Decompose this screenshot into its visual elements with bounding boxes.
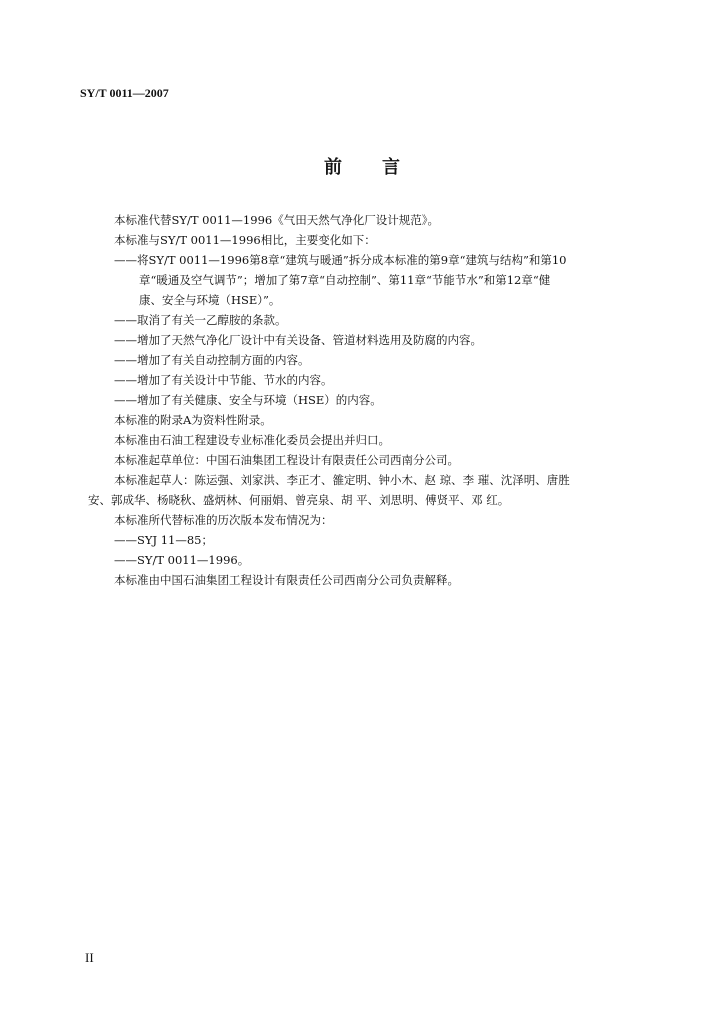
body-line: 本标准由石油工程建设专业标准化委员会提出并归口。 <box>114 433 390 447</box>
page-title: 前言 <box>324 157 440 178</box>
body-line: ——SY/T 0011—1996。 <box>114 553 250 567</box>
body-line: 本标准与SY/T 0011—1996相比，主要变化如下： <box>114 233 376 247</box>
body-line: 本标准起草单位：中国石油集团工程设计有限责任公司西南分公司。 <box>114 453 459 467</box>
body-line: ——取消了有关一乙醇胺的条款。 <box>114 313 287 327</box>
body-line: 本标准所代替标准的历次版本发布情况为： <box>114 513 333 527</box>
standard-code-header: SY/T 0011—2007 <box>80 86 169 100</box>
body-line: 安、郭成华、杨晓秋、盛炳林、何丽娟、曾亮泉、胡 平、刘思明、傅贤平、邓 红。 <box>88 493 510 507</box>
body-line: ——增加了有关自动控制方面的内容。 <box>114 353 310 367</box>
body-line: ——增加了有关健康、安全与环境（HSE）的内容。 <box>114 393 382 407</box>
body-line: 章“暖通及空气调节”；增加了第7章“自动控制”、第11章“节能节水”和第12章“健 <box>139 273 551 287</box>
body-line: ——增加了天然气净化厂设计中有关设备、管道材料选用及防腐的内容。 <box>114 333 482 347</box>
body-line: 康、安全与环境（HSE）”。 <box>139 293 281 307</box>
body-line: ——SYJ 11—85； <box>114 533 214 547</box>
body-line: ——增加了有关设计中节能、节水的内容。 <box>114 373 333 387</box>
body-line: ——将SY/T 0011—1996第8章“建筑与暖通”拆分成本标准的第9章“建筑与结构”和第10 <box>114 253 567 267</box>
body-line: 本标准代替SY/T 0011—1996《气田天然气净化厂设计规范》。 <box>114 213 439 227</box>
body-line: 本标准由中国石油集团工程设计有限责任公司西南分公司负责解释。 <box>114 573 459 587</box>
body-line: 本标准的附录A为资料性附录。 <box>114 413 272 427</box>
page-number: II <box>85 950 94 965</box>
body-line: 本标准起草人：陈运强、刘家洪、李正才、雒定明、钟小木、赵 琼、李 璀、沈泽明、唐胜 <box>114 473 570 487</box>
